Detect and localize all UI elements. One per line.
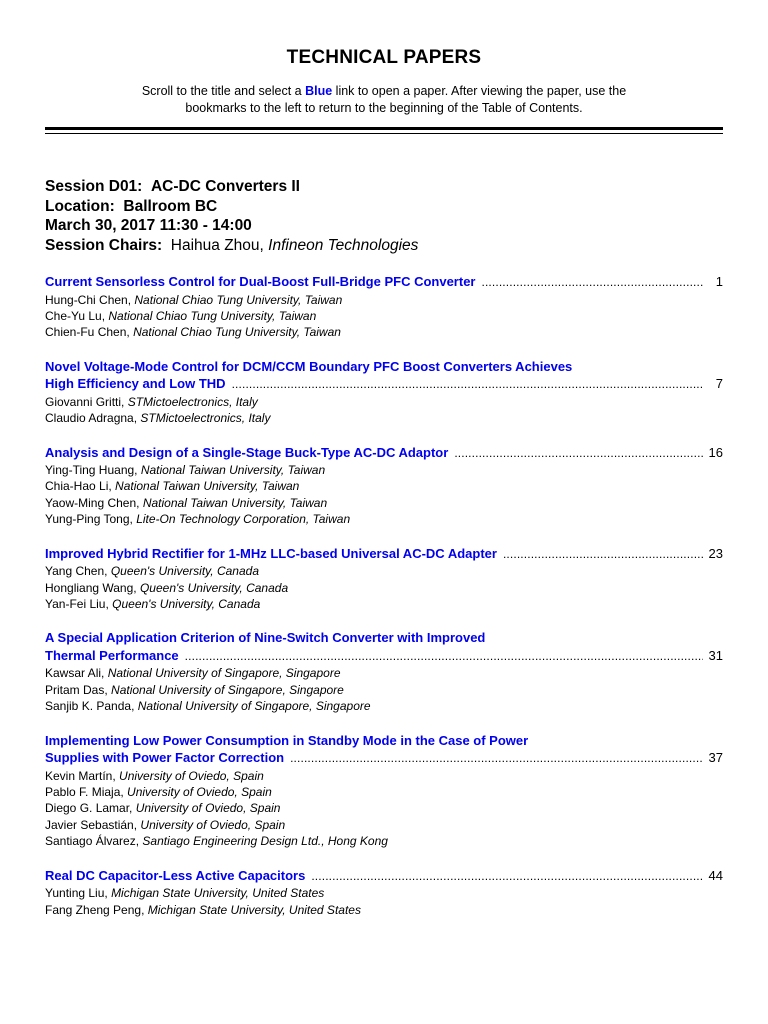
page-number: 16	[708, 444, 723, 460]
author-line	[45, 462, 723, 478]
author-line	[45, 698, 723, 714]
paper-title-link[interactable]: Improved Hybrid Rectifier for 1-MHz LLC-based Universal AC-DC Adapter	[45, 545, 497, 561]
paper-entry	[45, 545, 723, 613]
leader-dots	[482, 274, 704, 292]
author-affiliation: National University of Singapore, Singapore	[111, 682, 344, 697]
page-number: 44	[708, 867, 723, 883]
author-line	[45, 511, 723, 527]
author-affiliation: National Taiwan University, Taiwan	[142, 495, 328, 510]
session-datetime: March 30, 2017 11:30 - 14:00	[45, 217, 252, 234]
author-affiliation: Queen's University, Canada	[112, 596, 261, 611]
page-title: TECHNICAL PAPERS	[286, 47, 482, 68]
page-number: 7	[715, 376, 723, 392]
paper-title-link[interactable]: Novel Voltage-Mode Control for DCM/CCM Boundary PFC Boost Converters Achieves	[45, 358, 573, 374]
author-affiliation: National University of Singapore, Singapore	[107, 666, 341, 681]
author-name: Fang Zheng Peng,	[45, 902, 145, 917]
author-name: Yan-Fei Liu,	[45, 596, 109, 611]
header-rule-thick	[45, 127, 723, 130]
instructions-blue-word: Blue	[305, 84, 333, 98]
session-name: AC-DC Converters II	[150, 178, 300, 195]
page-number: 31	[708, 647, 723, 663]
author-line	[45, 902, 723, 918]
author-name: Kevin Martín,	[45, 768, 116, 783]
author-name: Hongliang Wang,	[45, 580, 137, 595]
paper-title-link[interactable]: Real DC Capacitor-Less Active Capacitors	[45, 867, 306, 883]
leader-dots	[290, 750, 703, 768]
author-affiliation: University of Oviedo, Spain	[140, 817, 286, 832]
author-line	[45, 817, 723, 833]
author-line	[45, 885, 723, 901]
author-name: Claudio Adragna,	[45, 411, 138, 426]
author-line	[45, 800, 723, 816]
paper-title-link[interactable]: A Special Application Criterion of Nine-Switch Converter with Improved	[45, 630, 486, 646]
author-name: Pritam Das,	[45, 682, 108, 697]
leader-dots	[311, 868, 703, 886]
author-name: Pablo F. Miaja,	[45, 785, 124, 799]
author-name: Diego G. Lamar,	[45, 801, 133, 816]
author-name: Chien-Fu Chen,	[45, 325, 130, 340]
session-label: Session D01:	[45, 178, 143, 195]
location-label: Location:	[45, 197, 115, 215]
author-line	[45, 596, 723, 612]
paper-entry	[45, 629, 723, 714]
page-number: 37	[708, 750, 723, 766]
author-line	[45, 308, 723, 324]
author-affiliation: Michigan State University, United States	[147, 902, 361, 917]
paper-entry	[45, 732, 723, 850]
instructions-line2: bookmarks to the left to return to the beginning of the Table of Contents.	[185, 101, 583, 115]
author-line	[45, 682, 723, 698]
session-info	[45, 177, 418, 255]
author-affiliation: STMictoelectronics, Italy	[140, 411, 271, 426]
author-name: Yung-Ping Tong,	[45, 512, 133, 527]
paper-entry	[45, 444, 723, 528]
paper-entry	[45, 358, 723, 427]
author-line	[45, 768, 723, 784]
author-affiliation: Michigan State University, United States	[111, 886, 325, 901]
author-line	[45, 410, 723, 426]
leader-dots	[232, 376, 703, 394]
author-affiliation: National Taiwan University, Taiwan	[115, 479, 300, 494]
author-affiliation: University of Oviedo, Spain	[119, 768, 264, 783]
author-name: Chia-Hao Li,	[45, 479, 112, 494]
instructions-text: Scroll to the title and select a	[141, 84, 306, 98]
paper-entry	[45, 273, 723, 341]
author-affiliation: Santiago Engineering Design Ltd., Hong Kong	[142, 834, 388, 849]
paper-title-link[interactable]: Thermal Performance	[45, 647, 179, 663]
author-line	[45, 478, 723, 494]
author-affiliation: National University of Singapore, Singapore	[137, 699, 371, 714]
author-name: Yaow-Ming Chen,	[45, 495, 140, 510]
author-name: Santiago Álvarez,	[45, 834, 140, 849]
leader-dots	[185, 648, 703, 666]
author-affiliation: Lite-On Technology Corporation, Taiwan	[136, 512, 351, 527]
author-affiliation: University of Oviedo, Spain	[135, 801, 281, 816]
chairs-label: Session Chairs:	[45, 236, 163, 254]
author-affiliation: National Taiwan University, Taiwan	[140, 463, 326, 478]
paper-entry	[45, 867, 723, 918]
author-affiliation: STMictoelectronics, Italy	[127, 394, 258, 409]
author-line	[45, 394, 723, 410]
author-name: Sanjib K. Panda,	[45, 699, 135, 714]
paper-list	[45, 273, 723, 935]
author-name: Yang Chen,	[45, 564, 108, 579]
paper-title-link[interactable]: High Efficiency and Low THD	[45, 376, 226, 392]
author-name: Che-Yu Lu,	[45, 308, 106, 323]
author-affiliation: University of Oviedo, Spain	[127, 785, 272, 799]
author-line	[45, 324, 723, 340]
instructions-text-cont: link to open a paper. After viewing the paper, use the	[332, 84, 627, 98]
author-affiliation: Queen's University, Canada	[139, 580, 289, 595]
author-line	[45, 495, 723, 511]
author-name: Yunting Liu,	[45, 886, 108, 901]
instructions	[0, 83, 768, 117]
header-rule-thin	[45, 133, 723, 134]
chair-name: Haihua Zhou,	[170, 236, 264, 254]
author-name: Ying-Ting Huang,	[45, 463, 138, 478]
author-line	[45, 784, 723, 800]
leader-dots	[454, 445, 703, 463]
paper-title-link[interactable]: Supplies with Power Factor Correction	[45, 750, 285, 766]
author-name: Javier Sebastián,	[45, 817, 138, 832]
author-name: Kawsar Ali,	[45, 666, 105, 681]
author-affiliation: National Chiao Tung University, Taiwan	[133, 325, 341, 340]
author-affiliation: National Chiao Tung University, Taiwan	[134, 292, 343, 307]
paper-title-link[interactable]: Current Sensorless Control for Dual-Boost Full-Bridge PFC Converter	[45, 274, 476, 289]
page-number: 1	[715, 274, 723, 289]
location-value: Ballroom BC	[123, 197, 218, 215]
author-name: Hung-Chi Chen,	[45, 292, 132, 307]
chair-affiliation: Infineon Technologies	[268, 236, 419, 254]
author-line	[45, 292, 723, 308]
author-line	[45, 665, 723, 681]
author-affiliation: Queen's University, Canada	[110, 564, 259, 579]
author-line	[45, 580, 723, 596]
page-number: 23	[708, 545, 723, 561]
paper-title-link[interactable]: Implementing Low Power Consumption in Standby Mode in the Case of Power	[45, 732, 529, 748]
author-name: Giovanni Gritti,	[45, 394, 125, 409]
author-line	[45, 833, 723, 849]
author-line	[45, 563, 723, 579]
leader-dots	[503, 546, 703, 564]
author-affiliation: National Chiao Tung University, Taiwan	[108, 308, 317, 323]
paper-title-link[interactable]: Analysis and Design of a Single-Stage Buck-Type AC-DC Adaptor	[45, 444, 449, 460]
